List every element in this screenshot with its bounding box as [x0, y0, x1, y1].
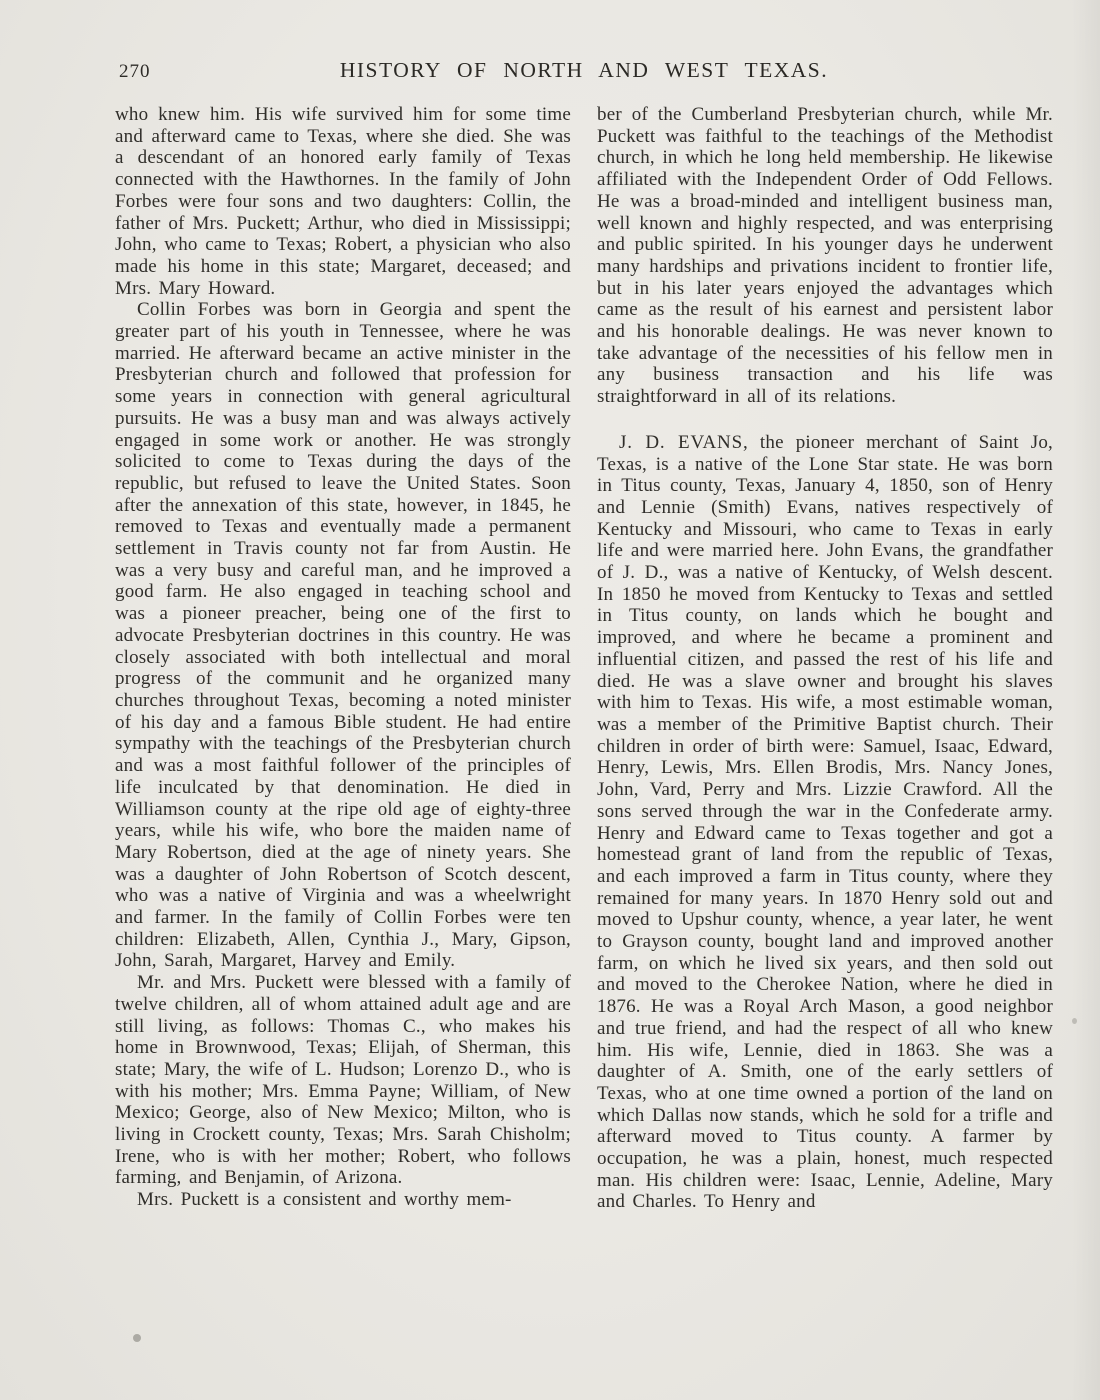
text-columns	[115, 104, 1053, 1213]
right-column	[597, 104, 1053, 1213]
left-paragraph-mrs-puckett: Mrs. Puckett is a consistent and worthy mem-	[137, 1189, 512, 1211]
scan-speck	[133, 1334, 141, 1342]
entry-text: , the pioneer merchant of Saint Jo, Texas, is a native of the Lone Star state. He was born in Titus county, Texas, January 4, 1850, son of Henry and Lennie (Smith) Evans, natives respectively of Kentucky and Missouri, who came to Texas in early life and were married here. John Evans, the grandfather of J. D., was a native of Kentucky, of Welsh descent. In 1850 he moved from Kentucky to Texas and settled in Titus county, on lands which he bought and improved, and where he became a prominent and influential citizen, and passed the rest of his life and died. He was a slave owner and brought his slaves with him to Texas. His wife, a most estimable woman, was a member of the Primitive Baptist church. Their children in order of birth were: Samuel, Isaac, Edward, Henry, Lewis, Mrs. Ellen Brodis, Mrs. Nancy Jones, John, Vard, Perry and Mrs. Lizzie Crawford. All the sons served through the war in the Confederate army. Henry and Edward came to Texas together and got a homestead grant of land from the republic of Texas, and each improved a farm in Titus county, where they remained for many years. In 1870 Henry sold out and moved to Upshur county, whence, a year later, he went to Grayson county, bought land and improved another farm, on which he lived six years, and then sold out and moved to the Cherokee Nation, where he died in 1876. He was a Royal Arch Mason, a good neighbor and true friend, and had the respect of all who knew him. His wife, Lennie, died in 1863. She was a daughter of A. Smith, one of the early settlers of Texas, who at one time owned a portion of the land on which Dallas now stands, which he sold for a trifle and afterward moved to Titus county. A farmer by occupation, he was a plain, honest, much respected man. His children were: Isaac, Lennie, Adeline, Mary and Charles. To Henry and	[597, 431, 1053, 1213]
left-column	[115, 104, 571, 1213]
left-paragraph-puckett-children: Mr. and Mrs. Puckett were blessed with a family of twelve children, all of whom attained adult age and are still living, as follows: Thomas C., who makes his home in Brownwood, Texas; Elijah, of Sherman, this state; Mary, the wife of L. Hudson; Lorenzo D., who is with his mother; Mrs. Emma Payne; William, of New Mexico; George, also of New Mexico; Milton, who is living in Crockett county, Texas; Mrs. Sarah Chisholm; Irene, who is with her mother; Robert, who follows farming, and Benjamin, of Arizona.	[115, 972, 571, 1189]
page-number: 270	[119, 61, 151, 82]
right-paragraph-continuation: ber of the Cumberland Presbyterian church, while Mr. Puckett was faithful to the teachings of the Methodist church, in which he long held membership. He likewise affiliated with the Independent Order of Odd Fellows. He was a broad-minded and intelligent business man, well known and highly respected, and was enterprising and public spirited. In his younger days he underwent many hardships and privations incident to frontier life, but in his later years enjoyed the advantages which came as the result of his earnest and persistent labor and his honorable dealings. He was never known to take advantage of the necessities of his fellow men in any business transaction and his life was straightforward in all of its relations.	[597, 104, 1053, 408]
scan-edge-shade	[1072, 0, 1100, 1400]
entry-paragraph-jd-evans	[597, 432, 1053, 1213]
page-header	[115, 58, 1053, 88]
left-paragraph-collin-forbes: Collin Forbes was born in Georgia and spent the greater part of his youth in Tennessee, where he was married. He afterward became an active minister in the Presbyterian church and followed that profession for some years in connection with general agricultural pursuits. He was a busy man and was always actively engaged in some work or another. He was strongly solicited to come to Texas during the days of the republic, but refused to leave the United States. Soon after the annexation of this state, however, in 1845, he removed to Texas and eventually made a permanent settlement in Travis county not far from Austin. He was a very busy and careful man, and he improved a good farm. He also engaged in teaching school and was a pioneer preacher, being one of the first to advocate Presbyterian doctrines in this country. He was closely associated with both intellectual and moral progress of the communit and he organized many churches throughout Texas, becoming a noted minister of his day and a famous Bible student. He had entire sympathy with the teachings of the Presbyterian church and was a most faithful follower of the principles of life inculcated by that denomination. He died in Williamson county at the ripe old age of eighty-three years, while his wife, who bore the maiden name of Mary Robertson, died at the age of ninety years. She was a daughter of John Robertson of Scotch descent, who was a native of Virginia and was a wheelwright and farmer. In the family of Collin Forbes were ten children: Elizabeth, Allen, Cynthia J., Mary, Gipson, John, Sarah, Margaret, Harvey and Emily.	[115, 299, 571, 972]
scan-speck	[1072, 1018, 1077, 1024]
entry-name: J. D. EVANS	[619, 431, 743, 453]
running-title: HISTORY OF NORTH AND WEST TEXAS.	[339, 58, 829, 82]
left-paragraph-continuation: who knew him. His wife survived him for some time and afterward came to Texas, where she died. She was a descendant of an honored early family of Texas connected with the Hawthornes. In the family of John Forbes were four sons and two daughters: Collin, the father of Mrs. Puckett; Arthur, who died in Mississippi; John, who came to Texas; Robert, a physician who also made his home in this state; Margaret, deceased; and Mrs. Mary Howard.	[115, 104, 571, 299]
